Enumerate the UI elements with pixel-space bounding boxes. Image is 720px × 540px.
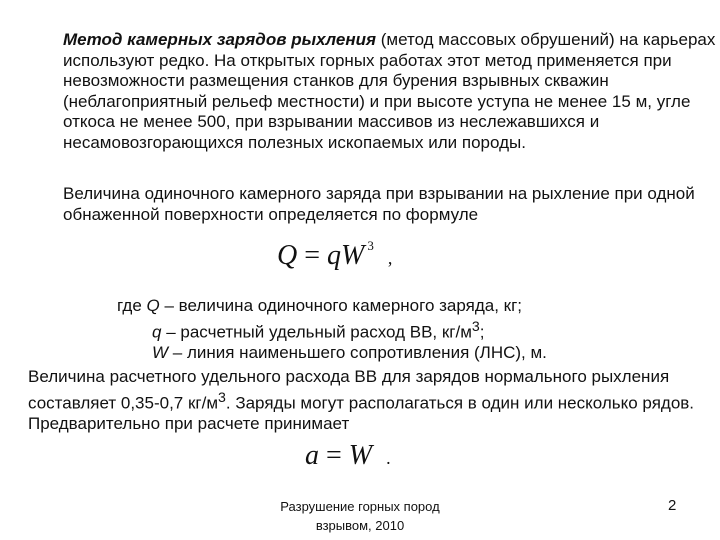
formula-trailing-comma: ,: [387, 248, 393, 268]
definition-semicolon: ;: [479, 322, 485, 342]
formula-symbol-q: q: [327, 240, 342, 271]
formula-charge: [277, 238, 392, 272]
formula-symbol-a: a: [305, 440, 319, 471]
formula-spacing: [305, 440, 391, 472]
formula-symbol-W: W: [341, 240, 365, 271]
formula-equals: =: [297, 240, 328, 271]
footer-line-2: взрывом, 2010: [315, 518, 405, 533]
formula-trailing-period: .: [386, 448, 391, 468]
paragraph-charge-size: Величина одиночного камерного заряда при взрывании на рыхление при одной обнаженной поверхности определяется по формуле: [63, 184, 695, 224]
definition-unit-exponent: 3: [471, 318, 480, 335]
variable-definitions: [117, 296, 547, 363]
definition-text-W: – линия наименьшего сопротивления (ЛНС), м.: [168, 342, 547, 362]
formula-equals-2: =: [319, 440, 349, 471]
definition-q: [117, 317, 547, 343]
footer-line-1: Разрушение горных пород: [280, 499, 440, 514]
paragraph-specific-consumption: [28, 367, 708, 434]
formula-exponent: 3: [367, 238, 374, 253]
consumption-text-a: Величина расчетного удельного расхода ВВ для зарядов нормального рыхления составляет 0,35-0,7 кг/м: [28, 367, 670, 413]
definition-symbol-W: W: [152, 342, 169, 362]
formula-symbol-W-2: W: [348, 440, 373, 471]
method-title: Метод камерных зарядов рыхления: [63, 30, 377, 49]
formula-symbol-Q: Q: [277, 240, 298, 271]
definition-W: [117, 343, 547, 364]
where-word: где: [117, 296, 147, 315]
consumption-text-b: . Заряды могут располагаться в один или несколько рядов. Предварительно при расчете принимает: [28, 393, 695, 433]
paragraph-method: [28, 30, 720, 153]
definition-symbol-Q: Q: [146, 296, 160, 315]
consumption-unit-exponent: 3: [218, 389, 226, 406]
definition-text-q: – расчетный удельный расход ВВ, кг/м: [161, 322, 472, 342]
definition-Q: [117, 296, 547, 317]
footer-caption: [240, 497, 480, 535]
definition-text-Q: – величина одиночного камерного заряда, кг;: [159, 296, 523, 315]
page-number: 2: [668, 497, 677, 514]
definition-symbol-q: q: [152, 322, 162, 342]
method-description: (метод массовых обрушений) на карьерах используют редко. На открытых горных работах этот метод применяется при невозможности размещения станков для бурения взрывных скважин (неблагоприятный рельеф местности) и при высоте уступа не менее 15 м, угле откоса не менее 500, при взрывании массивов из неслежавшихся и несамовозгорающихся полезных ископаемых или породы.: [63, 30, 716, 152]
